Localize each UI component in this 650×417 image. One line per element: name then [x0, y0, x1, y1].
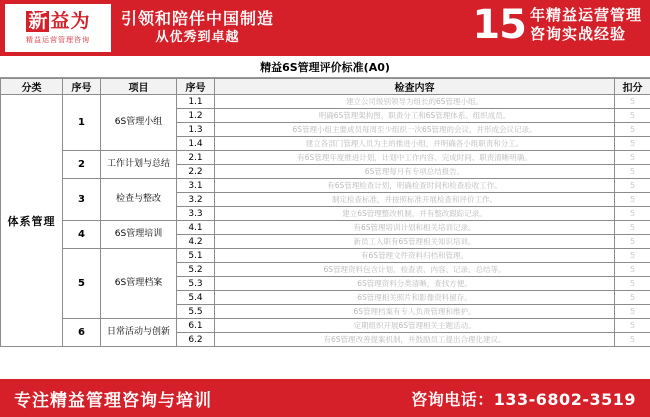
score-cell: 5 [615, 151, 650, 165]
content-cell: 建立6S管理整改机制，并有整改跟踪记录。 [215, 207, 615, 221]
group-item-cell: 日常活动与创新 [101, 319, 177, 347]
promo-line-1: 年精益运营管理 [529, 6, 642, 24]
score-cell: 5 [615, 319, 650, 333]
content-cell: 6S管理资料分类清晰，查找方便。 [215, 277, 615, 291]
sub-number-cell: 2.1 [177, 151, 215, 165]
table-body [1, 95, 650, 347]
content-cell: 有6S管理年度推进计划，计划中工作内容、完成时间、职责清晰明确。 [215, 151, 615, 165]
table-row [1, 151, 650, 165]
sub-number-cell: 1.4 [177, 137, 215, 151]
footer-tagline: 专注精益管理咨询与培训 [14, 390, 212, 411]
score-cell: 5 [615, 291, 650, 305]
sub-number-cell: 3.2 [177, 193, 215, 207]
evaluation-table [0, 78, 650, 347]
column-header-item: 项目 [101, 79, 177, 95]
sub-number-cell: 5.1 [177, 249, 215, 263]
sub-number-cell: 5.3 [177, 277, 215, 291]
table-row [1, 221, 650, 235]
footer-phone: 咨询电话：133-6802-3519 [411, 389, 636, 409]
content-cell: 有6S管理文件资料归档和管理。 [215, 249, 615, 263]
column-header-subno: 序号 [177, 79, 215, 95]
group-item-cell: 检查与整改 [101, 179, 177, 221]
footer-banner [0, 379, 650, 417]
sub-number-cell: 5.4 [177, 291, 215, 305]
group-number-cell: 5 [63, 249, 101, 319]
sub-number-cell: 4.2 [177, 235, 215, 249]
column-header-no: 序号 [63, 79, 101, 95]
score-cell: 5 [615, 137, 650, 151]
category-cell: 体系管理 [1, 95, 63, 347]
promo-line-2: 咨询实战经验 [529, 24, 626, 43]
content-cell: 有6S管理改善提案机制，并鼓励员工提出合理化建议。 [215, 333, 615, 347]
score-cell: 5 [615, 207, 650, 221]
company-logo [5, 4, 111, 52]
table-row [1, 179, 650, 193]
promo-text [530, 6, 642, 44]
sub-number-cell: 5.2 [177, 263, 215, 277]
header-promo [472, 3, 642, 47]
score-cell: 5 [615, 193, 650, 207]
group-number-cell: 4 [63, 221, 101, 249]
table-header [1, 79, 650, 95]
content-cell: 6S管理每月有专项总结报告。 [215, 165, 615, 179]
sub-number-cell: 1.2 [177, 109, 215, 123]
score-cell: 5 [615, 123, 650, 137]
group-number-cell: 6 [63, 319, 101, 347]
content-cell: 定期组织开展6S管理相关主题活动。 [215, 319, 615, 333]
score-cell: 5 [615, 221, 650, 235]
column-header-content: 检查内容 [215, 79, 615, 95]
table-header-row [1, 79, 650, 95]
group-item-cell: 6S管理培训 [101, 221, 177, 249]
logo-char-1: 新 [28, 10, 48, 32]
content-cell: 6S管理档案有专人负责管理和维护。 [215, 305, 615, 319]
header-banner [0, 0, 650, 56]
sub-number-cell: 2.2 [177, 165, 215, 179]
score-cell: 5 [615, 179, 650, 193]
sub-number-cell: 3.3 [177, 207, 215, 221]
sub-number-cell: 3.1 [177, 179, 215, 193]
logo-char-3: 为 [70, 10, 90, 32]
slogan-line-2: 从优秀到卓越 [155, 30, 240, 46]
content-cell: 制定检查标准，并按照标准开展检查和评价工作。 [215, 193, 615, 207]
slogan-line-1: 引领和陪伴中国制造 [121, 8, 275, 28]
promo-number: 15 [472, 2, 526, 48]
logo-subtitle: 精益运营管理咨询 [26, 36, 90, 44]
document-title: 精益6S管理评价标准(A0) [0, 56, 650, 78]
content-cell: 明确6S管理架构图、职责分工和6S管理体系、组织成员。 [215, 109, 615, 123]
content-cell: 新员工入职有6S管理相关知识培训。 [215, 235, 615, 249]
group-item-cell: 工作计划与总结 [101, 151, 177, 179]
group-number-cell: 1 [63, 95, 101, 151]
logo-characters [26, 11, 89, 32]
score-cell: 5 [615, 249, 650, 263]
content-cell: 6S管理相关照片和影像资料留存。 [215, 291, 615, 305]
score-cell: 5 [615, 263, 650, 277]
column-header-score: 扣分 [615, 79, 650, 95]
group-item-cell: 6S管理小组 [101, 95, 177, 151]
score-cell: 5 [615, 305, 650, 319]
content-cell: 建立公司级别领导为组长的6S管理小组。 [215, 95, 615, 109]
group-item-cell: 6S管理档案 [101, 249, 177, 319]
score-cell: 5 [615, 95, 650, 109]
group-number-cell: 3 [63, 179, 101, 221]
content-cell: 6S管理小组主要成员每周至少组织一次6S管理的会议，并形成会议记录。 [215, 123, 615, 137]
table-row [1, 319, 650, 333]
logo-char-2: 益 [50, 10, 70, 32]
header-slogan [121, 10, 274, 46]
content-cell: 6S管理资料包含计划、检查表、内容、记录、总结等。 [215, 263, 615, 277]
score-cell: 5 [615, 165, 650, 179]
sub-number-cell: 5.5 [177, 305, 215, 319]
content-cell: 有6S管理培训计划和相关培训记录。 [215, 221, 615, 235]
score-cell: 5 [615, 277, 650, 291]
group-number-cell: 2 [63, 151, 101, 179]
score-cell: 5 [615, 333, 650, 347]
score-cell: 5 [615, 235, 650, 249]
column-header-category: 分类 [1, 79, 63, 95]
table-row [1, 95, 650, 109]
content-cell: 建立各部门管理人员为主的推进小组，并明确各小组职责和分工。 [215, 137, 615, 151]
sub-number-cell: 1.3 [177, 123, 215, 137]
sub-number-cell: 1.1 [177, 95, 215, 109]
table-row [1, 249, 650, 263]
sub-number-cell: 6.1 [177, 319, 215, 333]
content-cell: 有6S管理检查计划，明确检查时间和检查验收工作。 [215, 179, 615, 193]
sub-number-cell: 6.2 [177, 333, 215, 347]
score-cell: 5 [615, 109, 650, 123]
sub-number-cell: 4.1 [177, 221, 215, 235]
